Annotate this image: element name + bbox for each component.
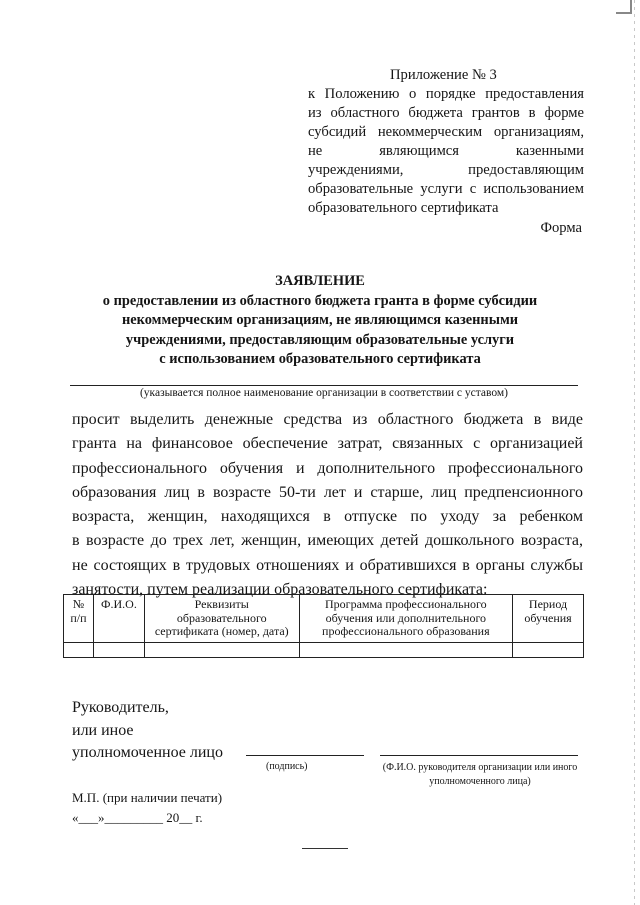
body-line: возраста, женщин, находящихся в отпуске по уходу за ребенком xyxy=(72,508,583,526)
table-cell[interactable] xyxy=(299,642,512,657)
title-line: о предоставлении из областного бюджета гранта в форме субсидии xyxy=(102,292,538,309)
signer-line: уполномоченное лицо xyxy=(72,744,223,761)
scan-edge xyxy=(634,0,635,905)
column-header-certificate: Реквизиты образовательного сертификата (номер, дата) xyxy=(144,595,299,643)
appendix-line: учреждениями, предоставляющим xyxy=(308,162,584,178)
organization-name-line[interactable] xyxy=(70,385,578,386)
body-line: профессионального обучения и дополнительного профессионального xyxy=(72,459,583,477)
appendix-header xyxy=(308,66,584,218)
body-line: занятости, путем реализации образовательного сертификата: xyxy=(72,581,488,599)
organization-caption: (указывается полное наименование организации в соответствии с уставом) xyxy=(139,387,509,399)
column-header-number: № п/п xyxy=(64,595,94,643)
body-line: не состоящих в трудовых отношениях и обратившихся в органы службы xyxy=(72,556,583,574)
table-header-row xyxy=(64,595,584,643)
certificate-table xyxy=(63,594,584,658)
table-cell[interactable] xyxy=(93,642,144,657)
title-main: ЗАЯВЛЕНИЕ xyxy=(275,273,365,289)
body-line: просит выделить денежные средства из областного бюджета в виде xyxy=(72,411,583,428)
appendix-line: не являющимся казенными xyxy=(308,143,584,159)
table-cell[interactable] xyxy=(144,642,299,657)
title-line: некоммерческим организациям, не являющимся казенными xyxy=(121,312,519,328)
table-row xyxy=(64,642,584,657)
signer-block xyxy=(72,697,223,765)
request-text xyxy=(72,408,583,602)
title-line: с использованием образовательного сертификата xyxy=(159,351,481,367)
appendix-line: образовательного сертификата xyxy=(308,200,499,216)
body-line: в возрасте до трех лет, женщин, имеющих детей дошкольного возраста, xyxy=(72,532,583,550)
column-header-name: Ф.И.О. xyxy=(93,595,144,643)
appendix-line: образовательные услуги с использованием xyxy=(308,181,584,197)
body-line: гранта на финансовое обеспечение затрат, связанных с организацией xyxy=(72,435,583,453)
signer-name-caption: (Ф.И.О. руководителя организации или иного уполномоченного лица) xyxy=(382,762,578,787)
appendix-line: к Положению о порядке предоставления xyxy=(308,86,584,102)
column-header-program: Программа профессионального обучения или дополнительного профессионального образования xyxy=(299,595,512,643)
table-cell[interactable] xyxy=(64,642,94,657)
signer-line: или иное xyxy=(72,721,134,739)
body-line: образования лиц в возрасте 50-ти лет и старше, лиц предпенсионного xyxy=(72,483,583,501)
appendix-line: из областного бюджета грантов в форме xyxy=(308,105,584,121)
column-header-period: Период обучения xyxy=(513,595,584,643)
stamp-block xyxy=(72,788,222,828)
corner-mark xyxy=(616,0,632,14)
title-line: учреждениями, предоставляющим образовательные услуги xyxy=(125,331,515,348)
appendix-line: субсидий некоммерческим организациям, xyxy=(308,124,584,140)
stamp-label: М.П. (при наличии печати) xyxy=(72,790,223,805)
signer-line: Руководитель, xyxy=(72,699,169,716)
date-field[interactable]: «___»_________ 20__ г. xyxy=(72,810,203,825)
table-cell[interactable] xyxy=(513,642,584,657)
appendix-number: Приложение № 3 xyxy=(390,67,497,83)
signature-caption: (подпись) xyxy=(266,761,308,772)
form-label: Форма xyxy=(540,220,582,236)
bottom-divider xyxy=(302,848,348,849)
signature-line[interactable] xyxy=(246,755,364,756)
document-title xyxy=(60,272,580,370)
signer-name-line[interactable] xyxy=(380,755,578,756)
